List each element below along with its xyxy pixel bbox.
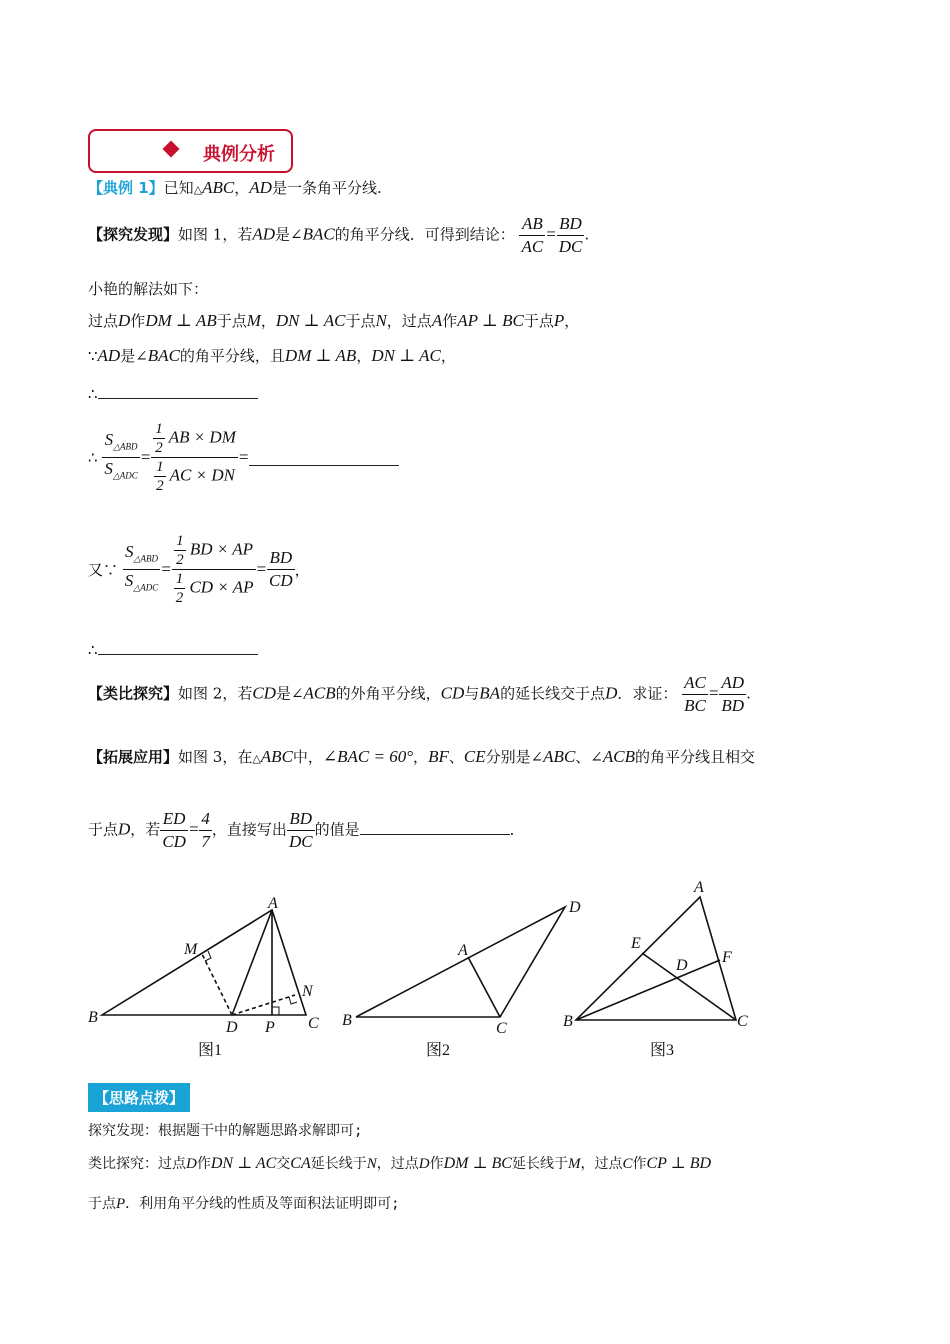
fig1-label-p: P	[265, 1019, 275, 1036]
fig1-triangle	[102, 910, 306, 1015]
fig2-label-a: A	[458, 942, 468, 959]
fraction-ac-bc: $\frac{AC}{BC}$	[684, 673, 706, 715]
figures-svg	[80, 880, 880, 1070]
hint-line-2: 类比探究：过点D作DN ⊥ AC交CA延长线于N，过点D作DM ⊥ BC延长线于M，过点C作CP ⊥ BD	[88, 1155, 712, 1172]
fig1-label-d: D	[226, 1019, 238, 1036]
extend-paragraph-1: 【拓展应用】如图 3，在△ABC中，∠BAC = 60°，BF、CE分别是∠ABC、∠ACB的角平分线且相交	[88, 747, 755, 766]
analogy-tag: 【类比探究】	[88, 684, 179, 703]
fraction-ad-bd: $\frac{AD}{BD}$	[721, 673, 745, 715]
fig1-label-m: M	[184, 941, 198, 958]
fig2-triangle	[356, 907, 565, 1017]
fig2-label-b: B	[342, 1012, 352, 1029]
fig1-segment-dm	[202, 954, 232, 1015]
fig3-label-b: B	[563, 1013, 573, 1030]
solution-line-1: 过点D作DM ⊥ AB于点M，DN ⊥ AC于点N，过点A作AP ⊥ BC于点P，	[88, 311, 580, 330]
area-ratio-2: 又∵ $\frac{S_{\triangle ABD}}{S_{\triangle ADC}}$ = $\frac{1}{2}$ BD × AP $\frac{1}{2}$ CD × AP = $\frac{BD}{CD}$ ，	[88, 533, 310, 606]
fig3-caption: 图3	[650, 1042, 675, 1059]
answer-blank-2[interactable]	[249, 449, 399, 466]
answer-blank-4[interactable]	[360, 818, 510, 835]
solution-intro: 小艳的解法如下：	[88, 280, 209, 298]
fig2-label-c: C	[496, 1020, 507, 1037]
analogy-paragraph: 【类比探究】如图 2，若CD是∠ACB的外角平分线，CD与BA的延长线交于点D．求证： $\frac{AC}{BC}$ = $\frac{AD}{BD}$ .	[88, 673, 751, 715]
area-ratio-1: ∴ $\frac{S_{\triangle ABD}}{S_{\triangle ADC}}$ = $\frac{1}{2}$ AB × DM $\frac{1}{2}$ AC × DN =	[88, 420, 399, 495]
answer-blank-1[interactable]	[98, 382, 258, 399]
fig3-label-f: F	[722, 949, 732, 966]
fraction-ab-ac: $\frac{AB}{AC}$	[521, 214, 544, 256]
fig1-segment-dn	[232, 995, 295, 1015]
fig1-label-b: B	[88, 1009, 98, 1026]
solution-therefore-1: ∴	[88, 382, 258, 403]
fig1-segment-ad	[232, 910, 272, 1015]
fig1-label-a: A	[268, 895, 278, 912]
answer-blank-3[interactable]	[98, 638, 258, 655]
extend-paragraph-2: 于点D，若 $\frac{ED}{CD}$ = $\frac{4}{7}$ ，直接写出 $\frac{BD}{DC}$ 的值是 ．	[88, 809, 525, 851]
fig2-caption: 图2	[426, 1042, 451, 1059]
fig2-label-d: D	[569, 899, 581, 916]
hint-line-1: 探究发现：根据题干中的解题思路求解即可;	[88, 1123, 363, 1139]
example-tag: 【典例 1】	[88, 179, 164, 197]
fig3-label-d: D	[676, 957, 688, 974]
solution-therefore-2: ∴	[88, 638, 258, 659]
section-title: 典例分析	[203, 144, 275, 165]
fig3-label-e: E	[631, 935, 641, 952]
fig1-caption: 图1	[198, 1042, 223, 1059]
fig3-label-c: C	[737, 1013, 748, 1030]
explore-paragraph: 【探究发现】如图 1，若AD是∠BAC的角平分线．可得到结论： $\frac{AB}{AC}$ = $\frac{BD}{DC}$ .	[88, 214, 590, 256]
fig3-triangle	[576, 897, 736, 1020]
extend-tag: 【拓展应用】	[88, 748, 179, 766]
explore-tag: 【探究发现】	[88, 225, 179, 244]
fig2-segment-ac	[468, 957, 500, 1017]
example-intro: 【典例 1】已知△ABC，AD是一条角平分线.	[88, 178, 382, 197]
hint-line-3: 于点P．利用角平分线的性质及等面积法证明即可;	[88, 1196, 400, 1212]
solution-line-2: ∵AD是∠BAC的角平分线，且DM ⊥ AB，DN ⊥ AC，	[88, 346, 456, 365]
fig3-label-a: A	[694, 880, 704, 896]
fraction-bd-dc: $\frac{BD}{DC}$	[558, 214, 583, 256]
fig1-label-c: C	[308, 1015, 319, 1032]
hint-tag: 【思路点拨】	[88, 1083, 190, 1112]
fig3-segment-bf	[576, 960, 720, 1020]
fig1-label-n: N	[302, 983, 313, 1000]
